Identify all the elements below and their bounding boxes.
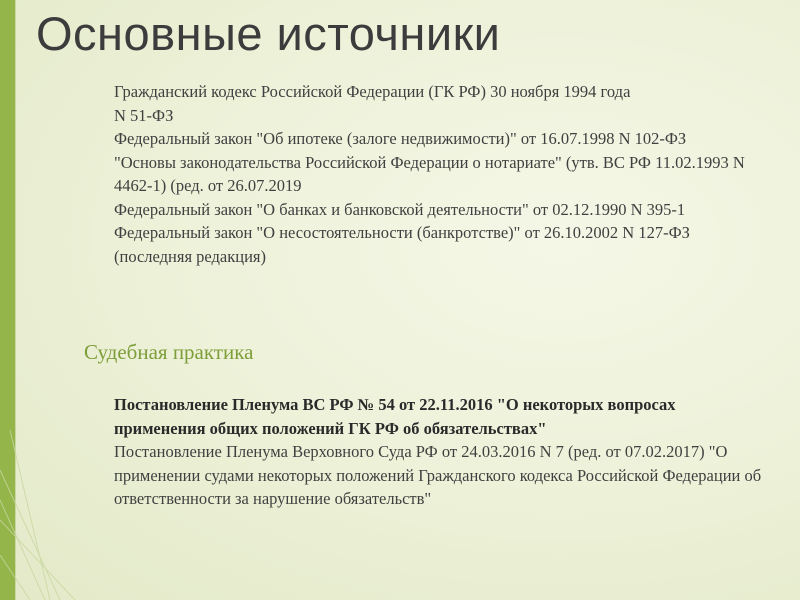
- practice-item: [84, 440, 770, 511]
- practice-heading: Судебная практика: [84, 340, 254, 364]
- practice-item: [84, 393, 770, 440]
- source-item: [84, 80, 770, 127]
- source-text: Федеральный закон "О несостоятельности (банкротстве)" от 26.10.2002 N 127-ФЗ (последняя редакция): [114, 223, 690, 266]
- practice-list: [84, 393, 770, 511]
- source-item: [84, 198, 770, 222]
- source-text: Гражданский кодекс Российской Федерации (ГК РФ) 30 ноября 1994 года N 51-ФЗ: [114, 82, 631, 125]
- source-item: [84, 221, 770, 268]
- practice-text: Постановление Пленума ВС РФ № 54 от 22.11.2016 "О некоторых вопросах применения общих положений ГК РФ об обязательствах": [114, 395, 676, 438]
- source-item: [84, 151, 770, 198]
- source-text: "Основы законодательства Российской Федерации о нотариате" (утв. ВС РФ 11.02.1993 N 4462-1) (ред. от 26.07.2019: [114, 152, 745, 195]
- slide-title: Основные источники: [36, 7, 501, 60]
- source-text: Федеральный закон "Об ипотеке (залоге недвижимости)" от 16.07.1998 N 102-ФЗ: [114, 129, 687, 148]
- decorative-lines: [0, 0, 90, 600]
- source-item: [84, 127, 770, 151]
- practice-text: Постановление Пленума Верховного Суда РФ от 24.03.2016 N 7 (ред. от 07.02.2017) "О применении судами некоторых положений Гражданского кодекса Российской Федерации об ответственности за нарушение обязательств": [114, 442, 762, 508]
- source-text: Федеральный закон "О банках и банковской деятельности" от 02.12.1990 N 395-1: [114, 199, 686, 219]
- sources-list: [84, 80, 770, 268]
